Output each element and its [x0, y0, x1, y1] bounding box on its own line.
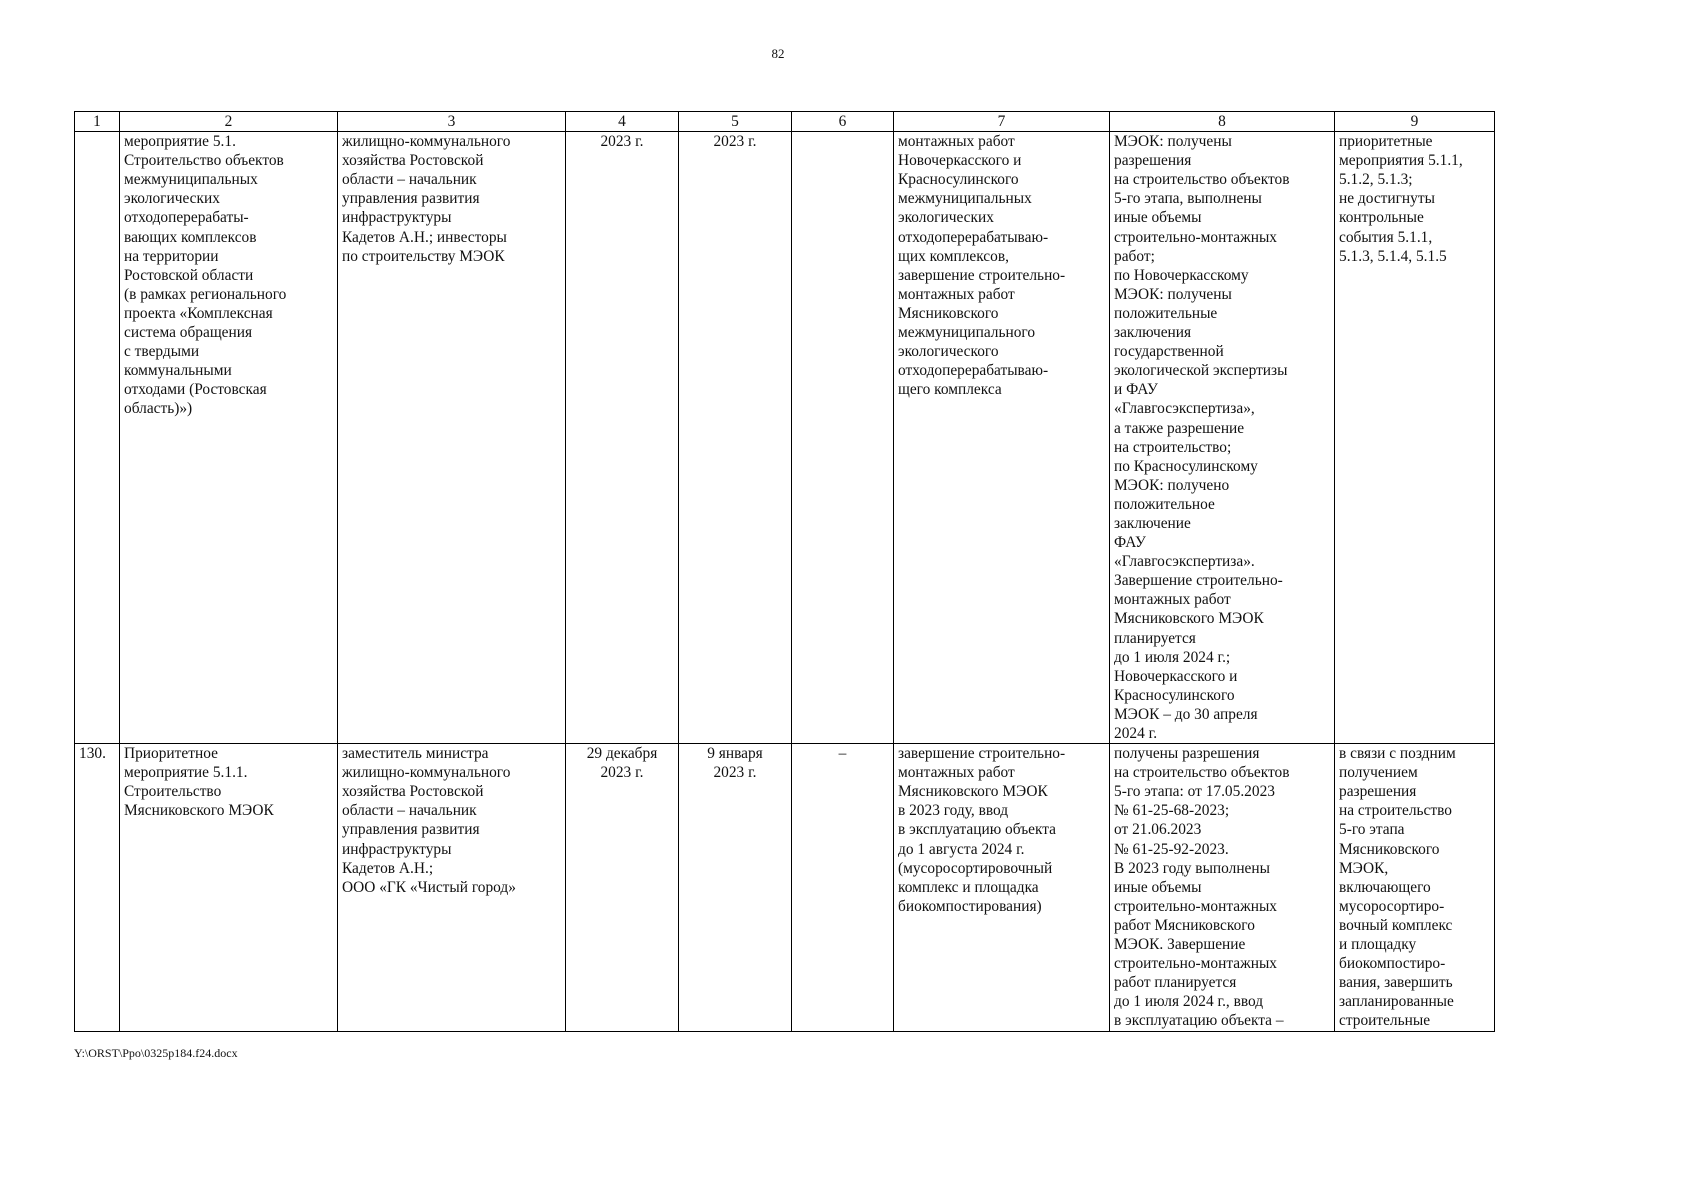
cell-line: строительные [1339, 1012, 1431, 1030]
cell-line: от 21.06.2023 [1114, 821, 1202, 839]
cell-line: работ планируется [1114, 974, 1237, 992]
cell-line: монтажных работ [898, 285, 1015, 303]
notes-cell [1335, 132, 1495, 744]
cell-line: 5-го этапа: от 17.05.2023 [1114, 783, 1275, 801]
cell-line: отходоперерабаты- [124, 209, 249, 227]
column-header: 2 [120, 112, 338, 132]
cell-line: межмуниципальных [124, 171, 258, 189]
cell-line: до 1 августа 2024 г. [898, 840, 1025, 858]
cell-line: мероприятие 5.1. [124, 133, 236, 151]
cell-line: планируется [1114, 629, 1196, 647]
cell-line: 9 января [707, 745, 763, 763]
cell-line: в связи с поздним [1339, 745, 1456, 763]
cell-line: в 2023 году, ввод [898, 802, 1009, 820]
cell-line: области – начальник [342, 171, 477, 189]
cell-line: Мясниковского [898, 304, 999, 322]
cell-line: получены разрешения [1114, 745, 1260, 763]
cell-line: ФАУ [1114, 534, 1146, 552]
expected-result-cell [894, 132, 1110, 744]
cell-line: управления развития [342, 821, 480, 839]
cell-line: Красносулинского [898, 171, 1019, 189]
cell-line: Приоритетное [124, 745, 218, 763]
cell-line: МЭОК: получены [1114, 285, 1232, 303]
cell-line: система обращения [124, 324, 253, 342]
cell-line: завершение строительно- [898, 745, 1066, 763]
event-name-cell [120, 744, 338, 1031]
cell-line: и ФАУ [1114, 381, 1158, 399]
column-header: 1 [75, 112, 120, 132]
cell-line: № 61-25-92-2023. [1114, 840, 1229, 858]
cell-line: до 1 июля 2024 г.; [1114, 648, 1231, 666]
cell-line: жилищно-коммунального [342, 764, 511, 782]
cell-line: Мясниковского МЭОК [1114, 610, 1264, 628]
cell-line: (в рамках регионального [124, 285, 287, 303]
cell-line: заместитель министра [342, 745, 489, 763]
page-number: 82 [771, 46, 785, 61]
cell-line: а также разрешение [1114, 419, 1245, 437]
cell-line: на строительство объектов [1114, 764, 1290, 782]
cell-line: по строительству МЭОК [342, 247, 505, 265]
column-6-cell [792, 744, 894, 1031]
row-number-cell: 130. [75, 744, 120, 1031]
cell-line: положительные [1114, 304, 1218, 322]
cell-line: экологического [898, 343, 999, 361]
cell-line: запланированные [1339, 993, 1454, 1011]
cell-line: разрешения [1339, 783, 1417, 801]
column-header: 7 [894, 112, 1110, 132]
column-6-cell [792, 132, 894, 744]
cell-line: на территории [124, 247, 219, 265]
cell-line: экологических [124, 190, 220, 208]
cell-line: МЭОК. Завершение [1114, 936, 1246, 954]
cell-line: 2023 г. [713, 764, 757, 782]
cell-line: 2024 г. [1114, 725, 1158, 742]
cell-line: положительное [1114, 495, 1215, 513]
cell-line: строительно-монтажных [1114, 897, 1278, 915]
cell-line: межмуниципального [898, 324, 1036, 342]
cell-line: отходоперерабатываю- [898, 362, 1049, 380]
column-header: 5 [679, 112, 792, 132]
cell-line: мероприятия 5.1.1, [1339, 152, 1463, 170]
cell-line: в эксплуатацию объекта [898, 821, 1057, 839]
cell-line: иные объемы [1114, 878, 1202, 896]
cell-line: Новочеркасского и [898, 152, 1022, 170]
cell-line: биокомпостирования) [898, 897, 1042, 915]
cell-line: монтажных работ [1114, 591, 1231, 609]
cell-line: вания, завершить [1339, 974, 1453, 992]
cell-line: монтажных работ [898, 764, 1015, 782]
cell-line: иные объемы [1114, 209, 1202, 227]
cell-line: биокомпостиро- [1339, 955, 1446, 973]
cell-line: области – начальник [342, 802, 477, 820]
cell-line: щих комплексов, [898, 247, 1009, 265]
column-header: 3 [338, 112, 566, 132]
cell-line: по Новочеркасскому [1114, 266, 1249, 284]
expected-result-cell [894, 744, 1110, 1031]
cell-line: монтажных работ [898, 133, 1015, 151]
table-row [75, 744, 1495, 1031]
cell-line: – [838, 745, 847, 763]
cell-line: Кадетов А.Н.; инвесторы [342, 228, 507, 246]
cell-line: разрешения [1114, 152, 1192, 170]
cell-line: хозяйства Ростовской [342, 152, 484, 170]
cell-line: ООО «ГК «Чистый город» [342, 878, 516, 896]
cell-line: на строительство объектов [1114, 171, 1290, 189]
cell-line: МЭОК: получены [1114, 133, 1232, 151]
start-date-cell [566, 132, 679, 744]
cell-line: 5-го этапа, выполнены [1114, 190, 1262, 208]
status-cell [1110, 744, 1335, 1031]
cell-line: вающих комплексов [124, 228, 257, 246]
cell-line: «Главгосэкспертиза», [1114, 400, 1255, 418]
cell-line: получением [1339, 764, 1418, 782]
event-name-cell [120, 132, 338, 744]
cell-line: заключения [1114, 324, 1192, 342]
cell-line: Новочеркасского и [1114, 667, 1238, 685]
cell-line: приоритетные [1339, 133, 1433, 151]
cell-line: (мусоросортировочный [898, 859, 1053, 877]
cell-line: Мясниковского [1339, 840, 1440, 858]
cell-line: проекта «Комплексная [124, 304, 273, 322]
cell-line: и площадку [1339, 936, 1417, 954]
table-header-row [75, 112, 1495, 132]
column-header: 8 [1110, 112, 1335, 132]
cell-line: МЭОК, [1339, 859, 1389, 877]
end-date-cell [679, 132, 792, 744]
cell-line: Ростовской области [124, 266, 254, 284]
cell-line: с твердыми [124, 343, 200, 361]
column-header: 4 [566, 112, 679, 132]
notes-cell [1335, 744, 1495, 1031]
cell-line: отходами (Ростовская [124, 381, 267, 399]
cell-line: на строительство; [1114, 438, 1232, 456]
cell-line: межмуниципальных [898, 190, 1032, 208]
cell-line: 5.1.2, 5.1.3; [1339, 171, 1413, 189]
cell-line: мероприятие 5.1.1. [124, 764, 248, 782]
cell-line: Завершение строительно- [1114, 572, 1283, 590]
responsible-cell [338, 744, 566, 1031]
cell-line: экологической экспертизы [1114, 362, 1288, 380]
cell-line: «Главгосэкспертиза». [1114, 553, 1255, 571]
cell-line: МЭОК: получено [1114, 476, 1230, 494]
cell-line: Строительство объектов [124, 152, 284, 170]
table-row [75, 132, 1495, 744]
cell-line: коммунальными [124, 362, 232, 380]
cell-line: 2023 г. [600, 133, 644, 151]
cell-line: до 1 июля 2024 г., ввод [1114, 993, 1264, 1011]
cell-line: государственной [1114, 343, 1224, 361]
start-date-cell [566, 744, 679, 1031]
status-cell [1110, 132, 1335, 744]
cell-line: № 61-25-68-2023; [1114, 802, 1230, 820]
cell-line: события 5.1.1, [1339, 228, 1433, 246]
cell-line: в эксплуатацию объекта – [1114, 1012, 1284, 1030]
cell-line: Мясниковского МЭОК [124, 802, 274, 820]
cell-line: 2023 г. [713, 133, 757, 151]
cell-line: Красносулинского [1114, 686, 1235, 704]
cell-line: отходоперерабатываю- [898, 228, 1049, 246]
cell-line: вочный комплекс [1339, 916, 1453, 934]
cell-line: Строительство [124, 783, 222, 801]
cell-line: В 2023 году выполнены [1114, 859, 1270, 877]
cell-line: Кадетов А.Н.; [342, 859, 434, 877]
cell-line: завершение строительно- [898, 266, 1066, 284]
cell-line: МЭОК – до 30 апреля [1114, 705, 1258, 723]
cell-line: на строительство [1339, 802, 1452, 820]
cell-line: заключение [1114, 514, 1191, 532]
cell-line: строительно-монтажных [1114, 228, 1278, 246]
cell-line: работ; [1114, 247, 1155, 265]
cell-line: щего комплекса [898, 381, 1002, 399]
events-table [74, 111, 1495, 1032]
cell-line: Мясниковского МЭОК [898, 783, 1048, 801]
cell-line: 2023 г. [600, 764, 644, 782]
file-path-footer: Y:\ORST\Ppo\0325p184.f24.docx [74, 1046, 238, 1060]
column-header: 6 [792, 112, 894, 132]
row-number-cell [75, 132, 120, 744]
cell-line: 5.1.3, 5.1.4, 5.1.5 [1339, 247, 1447, 265]
cell-line: жилищно-коммунального [342, 133, 511, 151]
cell-line: хозяйства Ростовской [342, 783, 484, 801]
column-header: 9 [1335, 112, 1495, 132]
cell-line: экологических [898, 209, 994, 227]
responsible-cell [338, 132, 566, 744]
cell-line: контрольные [1339, 209, 1424, 227]
cell-line: не достигнуты [1339, 190, 1435, 208]
cell-line: комплекс и площадка [898, 878, 1039, 896]
cell-line: 29 декабря [586, 745, 658, 763]
cell-line: мусоросортиро- [1339, 897, 1445, 915]
cell-line: работ Мясниковского [1114, 916, 1255, 934]
cell-line: управления развития [342, 190, 480, 208]
end-date-cell [679, 744, 792, 1031]
cell-line: инфраструктуры [342, 209, 452, 227]
cell-line: область)») [124, 400, 193, 418]
cell-line: по Красносулинскому [1114, 457, 1258, 475]
cell-line: 5-го этапа [1339, 821, 1405, 839]
cell-line: включающего [1339, 878, 1431, 896]
cell-line: строительно-монтажных [1114, 955, 1278, 973]
cell-line: инфраструктуры [342, 840, 452, 858]
